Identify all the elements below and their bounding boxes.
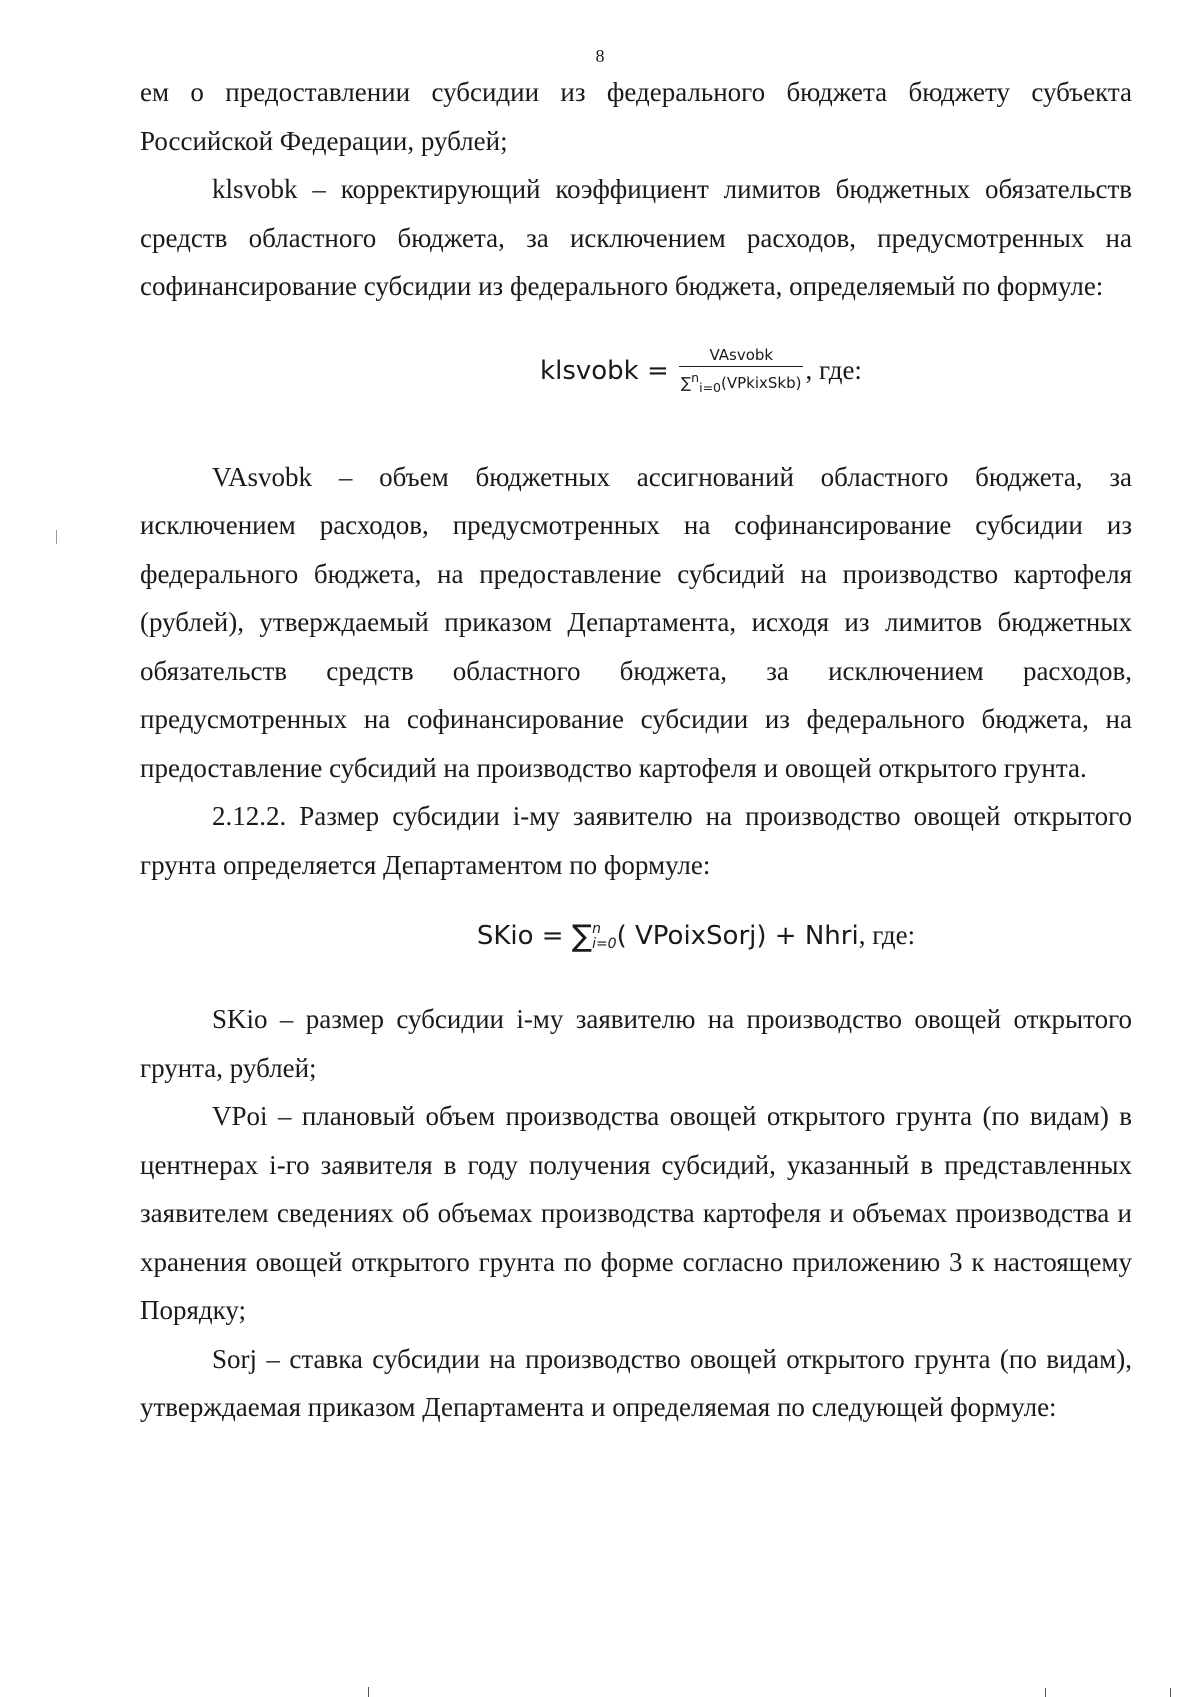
paragraph-skio-definition (140, 995, 1132, 1092)
paragraph-vasvobk-definition (140, 453, 1132, 793)
definition-text: – ставка субсидии на производство овощей открытого грунта (по видам), утверждаемая приказом Департамента и определяемая по следующей формуле: (140, 1343, 1132, 1422)
paragraph-2-12-2: 2.12.2. Размер субсидии i-му заявителю на производство овощей открытого грунта определяется Департаментом по формуле: (140, 801, 1132, 880)
paragraph-klsvobk-definition (140, 165, 1132, 311)
formula-lhs: SKio = (476, 921, 564, 951)
formula-skio (140, 911, 1132, 967)
definition-text: – объем бюджетных ассигнований областного бюджета, за исключением расходов, предусмотренных на софинансирование субсидии из федерального бюджета, на предоставление субсидий на производство картофеля (рублей), утверждаемый приказом Департамента, исходя из лимитов бюджетных обязательств средств областного бюджета, за исключением расходов, предусмотренных на софинансирование субсидии из федерального бюджета, на предоставление субсидий на производство картофеля и овощей открытого грунта. (140, 461, 1132, 783)
fraction-denominator (679, 367, 803, 398)
formula-suffix: , где: (805, 354, 862, 385)
fraction-numerator: VAsvobk (679, 345, 803, 367)
sum-limits (592, 922, 617, 952)
term-skio: SKio (212, 1004, 268, 1034)
scan-artifact-mark (1170, 1688, 1171, 1697)
formula-fraction (679, 345, 803, 398)
sum-symbol: ∑ (571, 919, 593, 954)
sum-lower-limit: i=0 (592, 935, 617, 952)
scan-artifact-mark (368, 1687, 369, 1697)
paragraph-continuation: ем о предоставлении субсидии из федерального бюджета бюджету субъекта Российской Федерации, рублей; (140, 77, 1132, 156)
sum-expression: ( VPoixSorj) + Nhri (616, 921, 859, 951)
definition-text: – плановый объем производства овощей открытого грунта (по видам) в центнерах i-го заявителя в году получения субсидий, указанный в представленных заявителем сведениях об объемах производства картофеля и объемах производства и хранения овощей открытого грунта по форме согласно приложению 3 к настоящему Порядку; (140, 1101, 1132, 1325)
formula-klsvobk (140, 345, 1132, 409)
document-body (140, 68, 1132, 1432)
sum-expression: (VPkixSkb) (721, 373, 802, 392)
sum-upper-limit: n (592, 920, 601, 937)
paragraph-vpoi-definition (140, 1092, 1132, 1335)
sum-upper-limit: n (691, 369, 700, 385)
term-sorj: Sorj (212, 1343, 258, 1374)
formula-suffix: , где: (858, 920, 916, 950)
term-klsvobk: klsvobk (212, 174, 298, 204)
sum-lower-limit: i=0 (699, 379, 721, 395)
scan-artifact-mark (56, 530, 57, 544)
paragraph-sorj-definition (140, 1335, 1132, 1432)
sum-symbol: ∑ (681, 373, 692, 392)
definition-text: – размер субсидии i-му заявителю на производство овощей открытого грунта, рублей; (140, 1004, 1132, 1083)
formula-lhs: klsvobk = (540, 355, 669, 386)
page-number: 8 (595, 46, 605, 66)
term-vasvobk: VAsvobk (212, 461, 313, 492)
scan-artifact-mark (1045, 1688, 1046, 1697)
term-vpoi: VPoi (212, 1101, 268, 1131)
definition-text: – корректирующий коэффициент лимитов бюджетных обязательств средств областного бюджета, за исключением расходов, предусмотренных на софинансирование субсидии из федерального бюджета, определяемый по формуле: (140, 174, 1132, 301)
